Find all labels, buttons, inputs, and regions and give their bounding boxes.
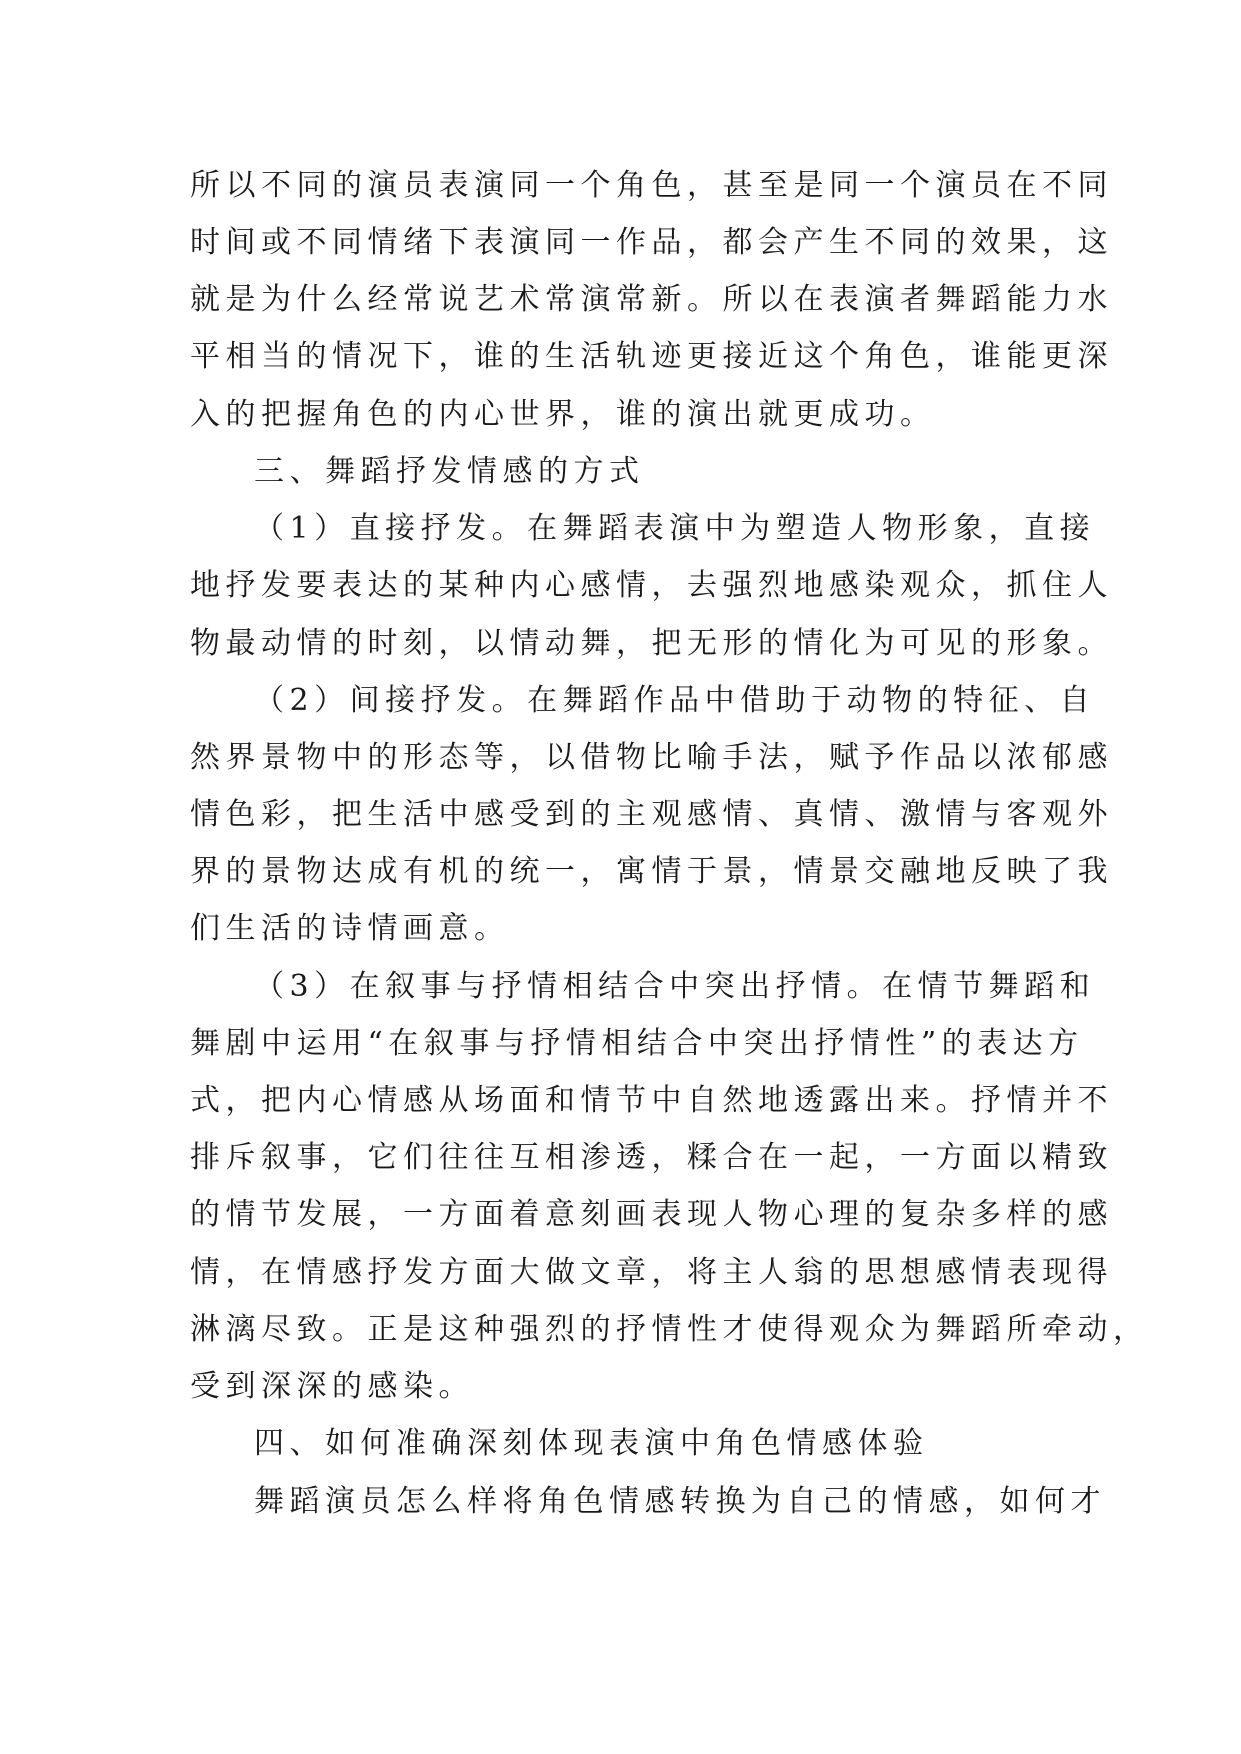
text-line: 然界景物中的形态等，以借物比喻手法，赋予作品以浓郁感: [190, 740, 1113, 775]
text-line: 时间或不同情绪下表演同一作品，都会产生不同的效果，这: [190, 225, 1113, 260]
section-heading: 四、如何准确深刻体现表演中角色情感体验: [254, 1426, 929, 1461]
text-line: （3）在叙事与抒情相结合中突出抒情。在情节舞蹈和: [254, 969, 1096, 1004]
text-line: 们生活的诗情画意。: [190, 911, 510, 946]
text-line: 地抒发要表达的某种内心感情，去强烈地感染观众，抓住人: [190, 568, 1113, 603]
text-line: 的情节发展，一方面着意刻画表现人物心理的复杂多样的感: [190, 1197, 1113, 1232]
text-line: 入的把握角色的内心世界，谁的演出就更成功。: [190, 397, 936, 432]
section-heading: 三、舞蹈抒发情感的方式: [254, 454, 645, 489]
text-line: 排斥叙事，它们往往互相渗透，糅合在一起，一方面以精致: [190, 1140, 1113, 1175]
text-line: 情色彩，把生活中感受到的主观感情、真情、激情与客观外: [190, 797, 1113, 832]
text-line: 受到深深的感染。: [190, 1369, 474, 1404]
text-line: 界的景物达成有机的统一，寓情于景，情景交融地反映了我: [190, 854, 1113, 889]
text-line: 平相当的情况下，谁的生活轨迹更接近这个角色，谁能更深: [190, 339, 1113, 374]
text-line: （2）间接抒发。在舞蹈作品中借助于动物的特征、自: [254, 683, 1096, 718]
text-line: 情，在情感抒发方面大做文章，将主人翁的思想感情表现得: [190, 1255, 1113, 1290]
text-line: 舞剧中运用“在叙事与抒情相结合中突出抒情性”的表达方: [190, 1026, 1084, 1061]
text-line: （1）直接抒发。在舞蹈表演中为塑造人物形象，直接: [254, 511, 1096, 546]
text-line: 舞蹈演员怎么样将角色情感转换为自己的情感，如何才: [254, 1484, 1106, 1519]
text-line: 所以不同的演员表演同一个角色，甚至是同一个演员在不同: [190, 168, 1113, 203]
text-line: 式，把内心情感从场面和情节中自然地透露出来。抒情并不: [190, 1083, 1113, 1118]
text-line: 物最动情的时刻，以情动舞，把无形的情化为可见的形象。: [190, 626, 1113, 661]
text-line: 就是为什么经常说艺术常演常新。所以在表演者舞蹈能力水: [190, 282, 1113, 317]
text-line: 淋漓尽致。正是这种强烈的抒情性才使得观众为舞蹈所牵动，: [190, 1312, 1149, 1347]
